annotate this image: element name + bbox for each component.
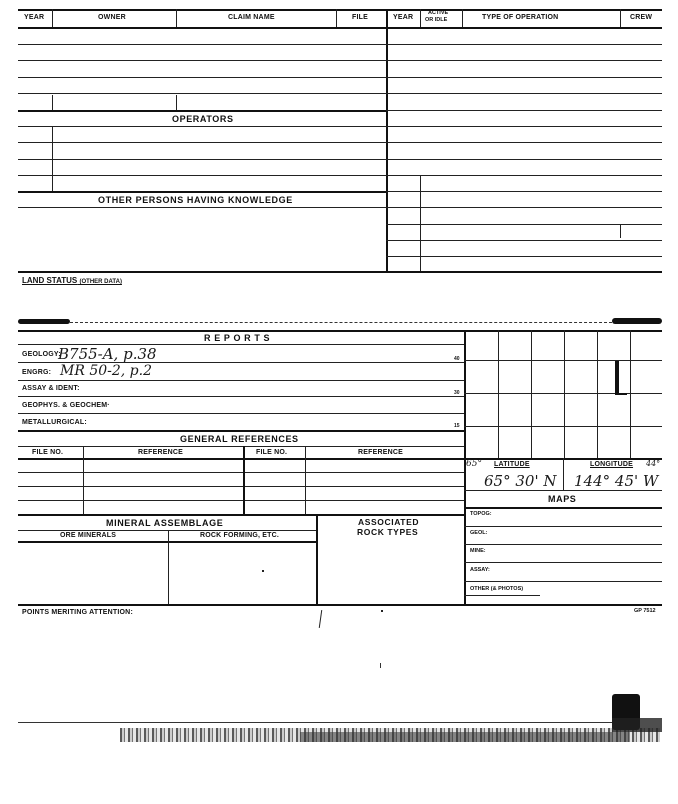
maps-other: OTHER (& PHOTOS): [470, 586, 524, 592]
header-year-2: YEAR: [393, 14, 414, 21]
report-num-40: 40: [454, 356, 460, 362]
col-file-no-2: FILE NO.: [256, 449, 288, 456]
longitude-suffix: 44°: [646, 459, 661, 468]
maps-assay: ASSAY:: [470, 567, 490, 573]
latitude-prefix: 65°: [466, 459, 482, 469]
reports-title: R E P O R T S: [204, 333, 271, 343]
latitude-value: 65° 30' N: [484, 472, 557, 490]
assay-label: ASSAY & IDENT:: [22, 385, 80, 392]
maps-geol: GEOL:: [470, 530, 488, 536]
header-claim-name: CLAIM NAME: [228, 14, 275, 21]
engrg-label: ENGRG:: [22, 369, 52, 376]
operators-label: OPERATORS: [172, 114, 234, 124]
maps-mine: MINE:: [470, 548, 486, 554]
rock-types-label: ROCK TYPES: [357, 527, 419, 537]
header-type-of-operation: TYPE OF OPERATION: [482, 14, 559, 21]
longitude-label: LONGITUDE: [590, 461, 634, 468]
points-meriting-attention-label: POINTS MERITING ATTENTION:: [22, 609, 133, 616]
col-reference-2: REFERENCE: [358, 449, 403, 456]
geophys-label: GEOPHYS. & GEOCHEM·: [22, 402, 110, 409]
land-status-sublabel: (OTHER DATA): [79, 279, 122, 285]
report-num-30: 30: [454, 390, 460, 396]
form-number: GP 7512: [634, 608, 656, 614]
header-active: ACTIVE: [428, 10, 449, 16]
maps-title: MAPS: [548, 494, 577, 504]
header-file: FILE: [352, 14, 368, 21]
header-year: YEAR: [24, 14, 45, 21]
geology-label: GEOLOGY:: [22, 351, 61, 358]
latitude-label: LATITUDE: [494, 461, 530, 468]
engrg-value: MR 50-2, p.2: [60, 363, 152, 379]
rock-forming-label: ROCK FORMING, ETC.: [200, 532, 280, 539]
maps-topog: TOPOG:: [470, 511, 492, 517]
mineral-assemblage-title: MINERAL ASSEMBLAGE: [106, 518, 224, 528]
col-file-no: FILE NO.: [32, 449, 64, 456]
land-status-label: LAND STATUS: [22, 276, 78, 285]
report-num-15: 15: [454, 423, 460, 429]
header-crew: CREW: [630, 14, 653, 21]
general-references-title: GENERAL REFERENCES: [180, 434, 299, 444]
associated-label: ASSOCIATED: [358, 517, 420, 527]
geology-value: B755-A, p.38: [58, 345, 157, 363]
metallurgical-label: METALLURGICAL:: [22, 419, 87, 426]
col-reference: REFERENCE: [138, 449, 183, 456]
other-persons-label: OTHER PERSONS HAVING KNOWLEDGE: [98, 195, 293, 205]
ore-minerals-label: ORE MINERALS: [60, 532, 117, 539]
header-owner: OWNER: [98, 14, 126, 21]
longitude-value: 144° 45' W: [574, 472, 659, 490]
header-or-idle: OR IDLE: [425, 17, 448, 23]
